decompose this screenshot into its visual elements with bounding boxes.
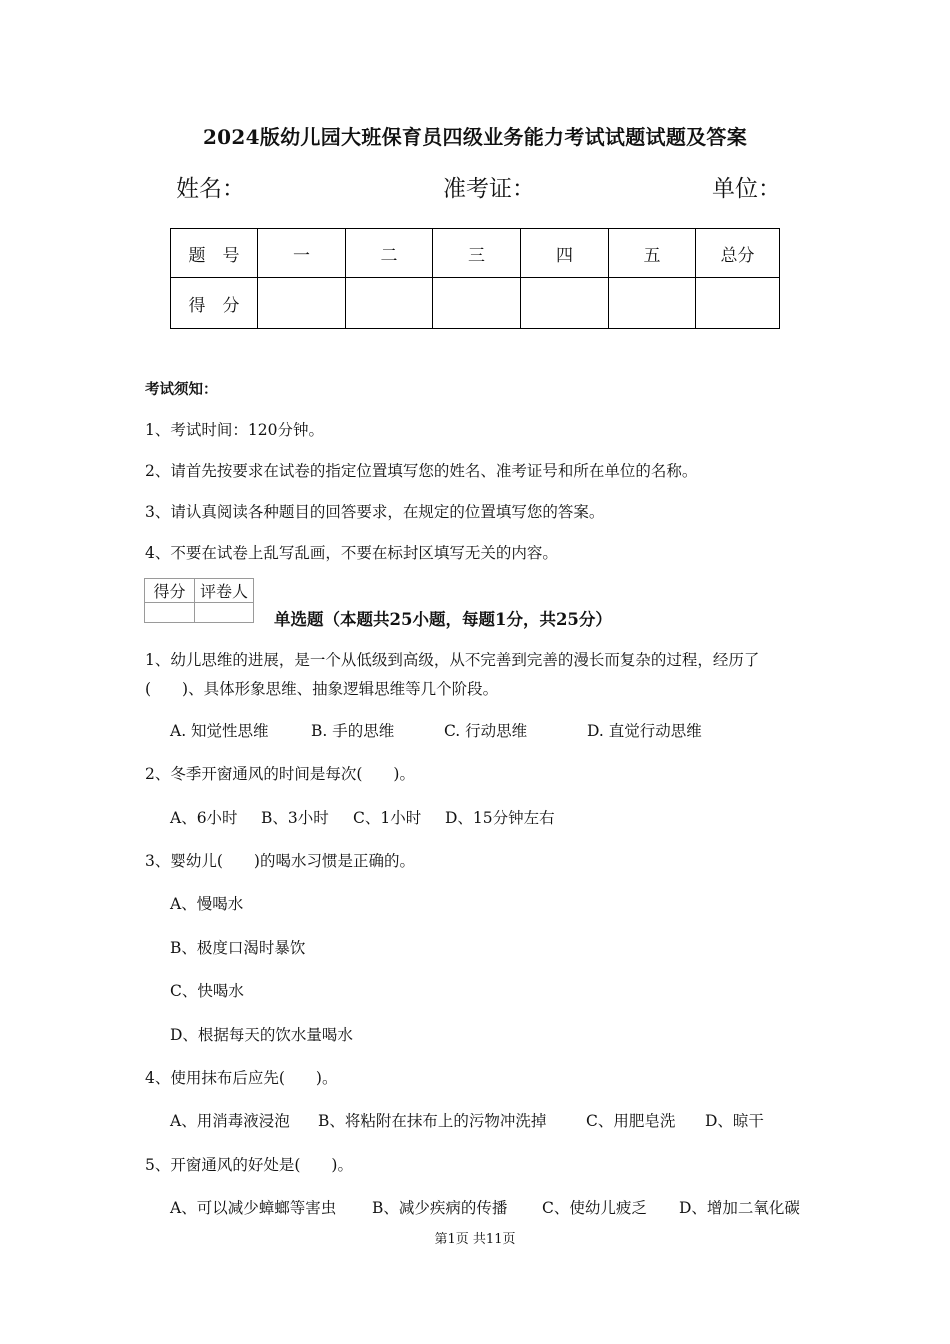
score-entry-cell[interactable] — [433, 278, 521, 329]
score-table-cell: 得 分 — [171, 278, 258, 329]
score-entry-cell[interactable] — [346, 278, 433, 329]
option-c[interactable]: C、快喝水 — [170, 982, 244, 1000]
grader-name-label: 评卷人 — [195, 579, 254, 603]
grader-name-entry[interactable] — [195, 603, 254, 623]
option-b[interactable]: B、减少疾病的传播 — [372, 1199, 508, 1217]
notice-item: 1、考试时间：120分钟。 — [145, 421, 324, 439]
score-table-cell: 四 — [521, 229, 609, 278]
score-entry-cell[interactable] — [696, 278, 780, 329]
score-table-header-row — [171, 229, 780, 278]
grader-score-label: 得分 — [145, 579, 195, 603]
option-b[interactable]: B、将粘附在抹布上的污物冲洗掉 — [318, 1112, 547, 1130]
score-entry-cell[interactable] — [258, 278, 346, 329]
option-c[interactable]: C、使幼儿疲乏 — [542, 1199, 647, 1217]
document-title: 2024版幼儿园大班保育员四级业务能力考试试题试题及答案 — [202, 125, 748, 149]
grader-score-entry[interactable] — [145, 603, 195, 623]
question-stem: 2、冬季开窗通风的时间是每次( )。 — [145, 765, 415, 783]
question-stem: ( )、具体形象思维、抽象逻辑思维等几个阶段。 — [145, 680, 499, 698]
notice-item: 4、不要在试卷上乱写乱画，不要在标封区填写无关的内容。 — [145, 544, 558, 562]
option-a[interactable]: A、慢喝水 — [170, 895, 244, 913]
option-a[interactable]: A、用消毒液浸泡 — [170, 1112, 290, 1130]
score-table-cell: 总分 — [696, 229, 780, 278]
option-c[interactable]: C、1小时 — [353, 809, 422, 827]
score-table-cell: 二 — [346, 229, 433, 278]
unit-label: 单位： — [712, 176, 781, 202]
score-entry-cell[interactable] — [521, 278, 609, 329]
question-stem: 3、婴幼儿( )的喝水习惯是正确的。 — [145, 852, 415, 870]
option-a[interactable]: A、6小时 — [170, 809, 238, 827]
option-b[interactable]: B、极度口渴时暴饮 — [170, 939, 306, 957]
grader-box — [144, 578, 254, 623]
option-a[interactable]: A、可以减少蟑螂等害虫 — [170, 1199, 337, 1217]
score-table-cell: 五 — [609, 229, 696, 278]
option-b[interactable]: B、3小时 — [261, 809, 329, 827]
notice-item: 2、请首先按要求在试卷的指定位置填写您的姓名、准考证号和所在单位的名称。 — [145, 462, 698, 480]
question-stem: 4、使用抹布后应先( )。 — [145, 1069, 338, 1087]
question-stem: 1、幼儿思维的进展，是一个从低级到高级，从不完善到完善的漫长而复杂的过程，经历了 — [145, 651, 760, 669]
option-d[interactable]: D. 直觉行动思维 — [587, 722, 702, 740]
score-entry-cell[interactable] — [609, 278, 696, 329]
option-d[interactable]: D、根据每天的饮水量喝水 — [170, 1026, 353, 1044]
question-stem: 5、开窗通风的好处是( )。 — [145, 1156, 353, 1174]
score-table-cell: 题 号 — [171, 229, 258, 278]
score-table-cell: 三 — [433, 229, 521, 278]
notice-item: 3、请认真阅读各种题目的回答要求，在规定的位置填写您的答案。 — [145, 503, 605, 521]
section-title: 单选题（本题共25小题，每题1分，共25分） — [274, 610, 612, 629]
score-table — [170, 228, 780, 329]
option-b[interactable]: B. 手的思维 — [311, 722, 395, 740]
score-table-cell: 一 — [258, 229, 346, 278]
option-d[interactable]: D、晾干 — [705, 1112, 764, 1130]
page-footer: 第1页 共11页 — [434, 1232, 516, 1247]
name-label: 姓名： — [176, 176, 245, 202]
option-d[interactable]: D、增加二氧化碳 — [679, 1199, 800, 1217]
exam-id-label: 准考证： — [443, 176, 535, 202]
score-table-score-row — [171, 278, 780, 329]
option-d[interactable]: D、15分钟左右 — [445, 809, 555, 827]
option-c[interactable]: C、用肥皂洗 — [586, 1112, 676, 1130]
option-c[interactable]: C. 行动思维 — [444, 722, 528, 740]
notice-heading: 考试须知： — [145, 381, 218, 398]
option-a[interactable]: A. 知觉性思维 — [170, 722, 269, 740]
